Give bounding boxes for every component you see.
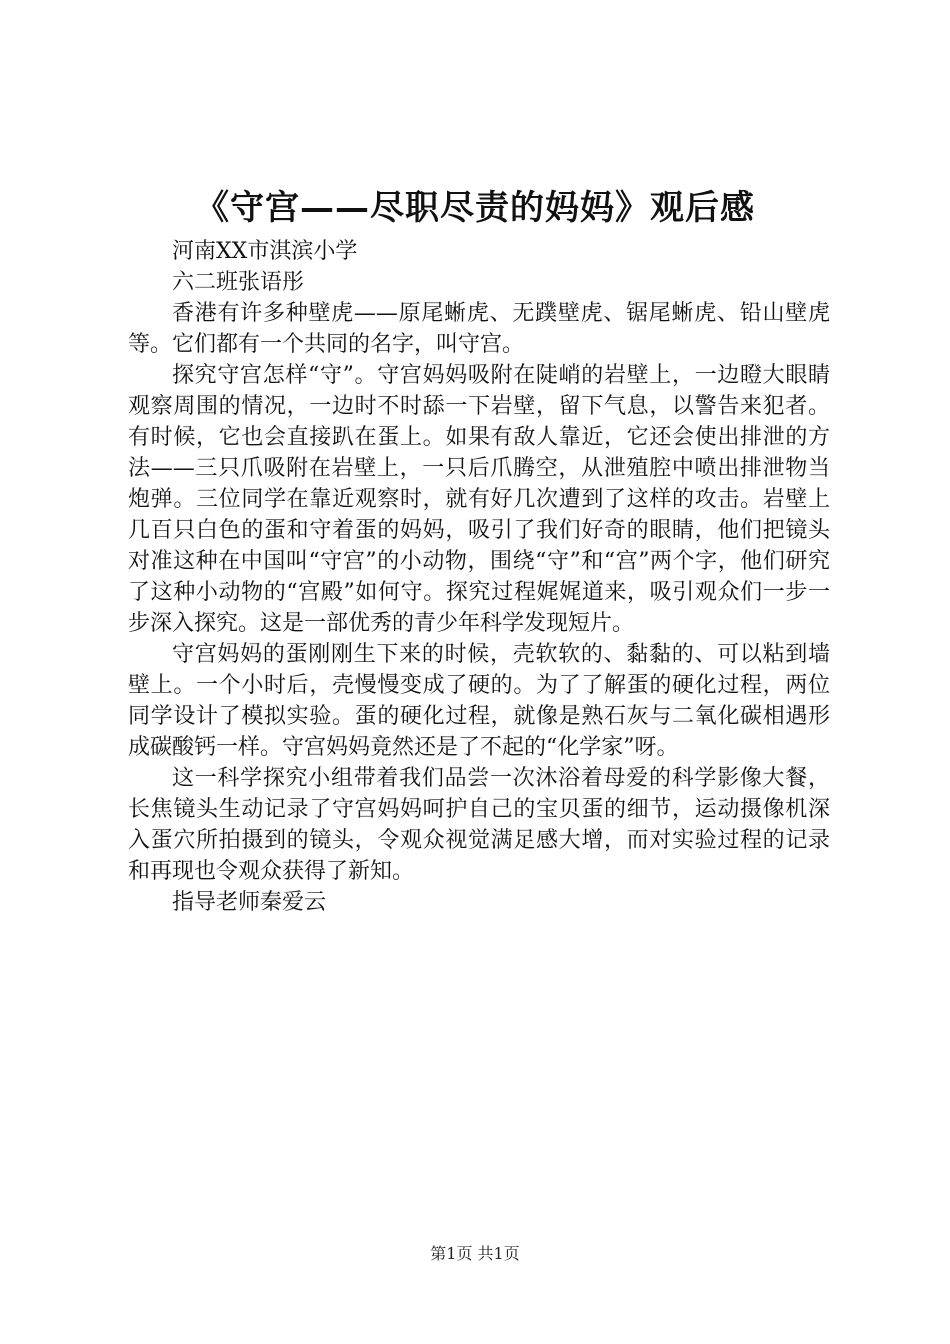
paragraph: 这一科学探究小组带着我们品尝一次沐浴着母爱的科学影像大餐，长焦镜头生动记录了守宫妈妈呵护自己的宝贝蛋的细节，运动摄像机深入蛋穴所拍摄到的镜头，令观众视觉满足感大增，而对实验过程的记录和再现也令观众获得了新知。 [128, 766, 830, 884]
author-name: 六二班张语彤 [172, 270, 305, 295]
document-title: 《守宫——尽职尽责的妈妈》观后感 [195, 188, 755, 228]
school-name: 河南XX市淇滨小学 [172, 239, 358, 264]
teacher-name: 指导老师秦爱云 [172, 890, 327, 915]
paragraph: 香港有许多种壁虎——原尾蜥虎、无蹼壁虎、锯尾蜥虎、铅山壁虎等。它们都有一个共同的名字，叫守宫。 [128, 301, 830, 357]
document-body [128, 236, 830, 918]
paragraph: 探究守宫怎样“守”。守宫妈妈吸附在陡峭的岩壁上，一边瞪大眼睛观察周围的情况，一边时不时舔一下岩壁，留下气息，以警告来犯者。有时候，它也会直接趴在蛋上。如果有敌人靠近，它还会使出排泄的方法——三只爪吸附在岩壁上，一只后爪腾空，从泄殖腔中喷出排泄物当炮弹。三位同学在靠近观察时，就有好几次遭到了这样的攻击。岩壁上几百只白色的蛋和守着蛋的妈妈，吸引了我们好奇的眼睛，他们把镜头对准这种在中国叫“守宫”的小动物，围绕“守”和“宫”两个字，他们研究了这种小动物的“宫殿”如何守。探究过程娓娓道来，吸引观众们一步一步深入探究。这是一部优秀的青少年科学发现短片。 [128, 363, 830, 636]
paragraph: 守宫妈妈的蛋刚刚生下来的时候，壳软软的、黏黏的、可以粘到墙壁上。一个小时后，壳慢慢变成了硬的。为了了解蛋的硬化过程，两位同学设计了模拟实验。蛋的硬化过程，就像是熟石灰与二氧化碳相遇形成碳酸钙一样。守宫妈妈竟然还是了不起的“化学家”呀。 [128, 642, 830, 760]
page-number-footer: 第1页 共1页 [430, 1244, 520, 1263]
